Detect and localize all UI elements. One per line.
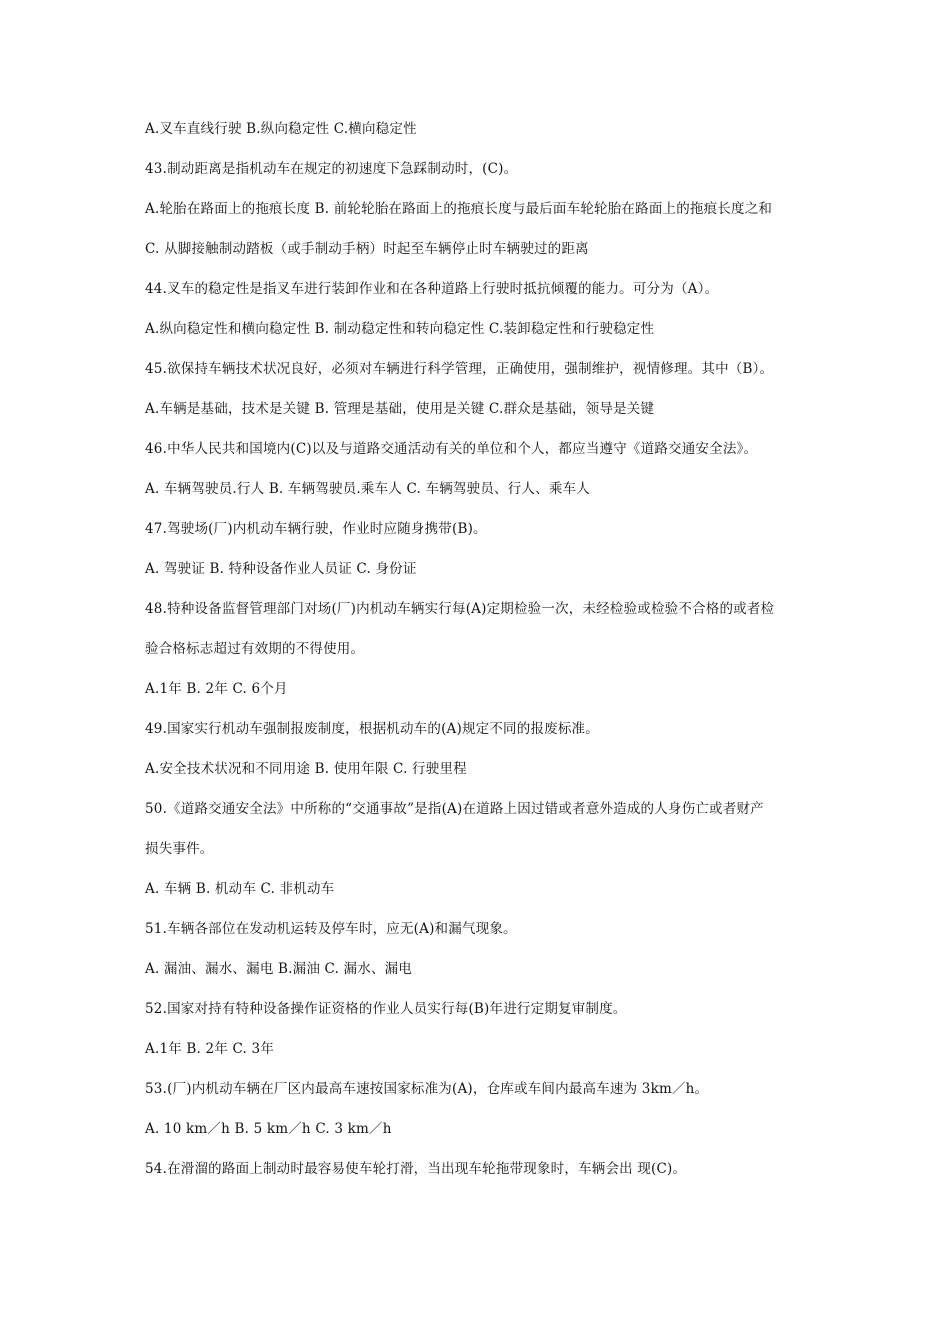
answer-options-43b: C. 从脚接触制动踏板（或手制动手柄）时起至车辆停止时车辆驶过的距离: [145, 241, 589, 257]
answer-options-42: A.叉车直线行驶 B.纵向稳定性 C.横向稳定性: [145, 121, 417, 137]
question-53: 53.(厂)内机动车辆在厂区内最高车速按国家标准为(A)，仓库或车间内最高车速为 3km／h。: [145, 1081, 709, 1097]
answer-options-44: A.纵向稳定性和横向稳定性 B. 制动稳定性和转向稳定性 C.装卸稳定性和行驶稳定性: [145, 321, 655, 337]
text-body: [145, 117, 825, 1197]
question-48: 48.特种设备监督管理部门对场(厂)内机动车辆实行每(A)定期检验一次，未经检验或检验不合格的或者检: [145, 601, 775, 617]
question-50-continued: 损失事件。: [145, 841, 214, 857]
question-50: 50.《道路交通安全法》中所称的“交通事故”是指(A)在道路上因过错或者意外造成的人身伤亡或者财产: [145, 801, 764, 817]
answer-options-49: A.安全技术状况和不同用途 B. 使用年限 C. 行驶里程: [145, 761, 467, 777]
answer-options-51: A. 漏油、漏水、漏电 B.漏油 C. 漏水、漏电: [145, 961, 413, 977]
question-49: 49.国家实行机动车强制报废制度，根据机动车的(A)规定不同的报废标准。: [145, 721, 599, 737]
question-51: 51.车辆各部位在发动机运转及停车时，应无(A)和漏气现象。: [145, 921, 517, 937]
question-45: 45.欲保持车辆技术状况良好，必须对车辆进行科学管理，正确使用，强制维护，视情修理。其中（B）。: [145, 361, 774, 377]
question-44: 44.叉车的稳定性是指叉车进行装卸作业和在各种道路上行驶时抵抗倾覆的能力。可分为（A）。: [145, 281, 719, 297]
answer-options-45: A.车辆是基础，技术是关键 B. 管理是基础，使用是关键 C.群众是基础，领导是关键: [145, 401, 655, 417]
answer-options-47: A. 驾驶证 B. 特种设备作业人员证 C. 身份证: [145, 561, 417, 577]
answer-options-43a: A.轮胎在路面上的拖痕长度 B. 前轮轮胎在路面上的拖痕长度与最后面车轮轮胎在路面上的拖痕长度之和: [145, 201, 773, 217]
question-46: 46.中华人民共和国境内(C)以及与道路交通活动有关的单位和个人，都应当遵守《道路交通安全法》。: [145, 441, 758, 457]
question-43: 43.制动距离是指机动车在规定的初速度下急踩制动时，(C)。: [145, 161, 518, 177]
question-47: 47.驾驶场(厂)内机动车辆行驶，作业时应随身携带(B)。: [145, 521, 487, 537]
answer-options-46: A. 车辆驾驶员.行人 B. 车辆驾驶员.乘车人 C. 车辆驾驶员、行人、乘车人: [145, 481, 590, 497]
answer-options-48: A.1年 B. 2年 C. 6个月: [145, 681, 288, 697]
question-54: 54.在滑溜的路面上制动时最容易使车轮打滑，当出现车轮拖带现象时，车辆会出 现(C)。: [145, 1161, 687, 1177]
answer-options-53: A. 10 km／h B. 5 km／h C. 3 km／h: [145, 1121, 392, 1137]
question-52: 52.国家对持有特种设备操作证资格的作业人员实行每(B)年进行定期复审制度。: [145, 1001, 627, 1017]
answer-options-52: A.1年 B. 2年 C. 3年: [145, 1041, 275, 1057]
answer-options-50: A. 车辆 B. 机动车 C. 非机动车: [145, 881, 335, 897]
question-48-continued: 验合格标志超过有效期的不得使用。: [145, 641, 365, 657]
